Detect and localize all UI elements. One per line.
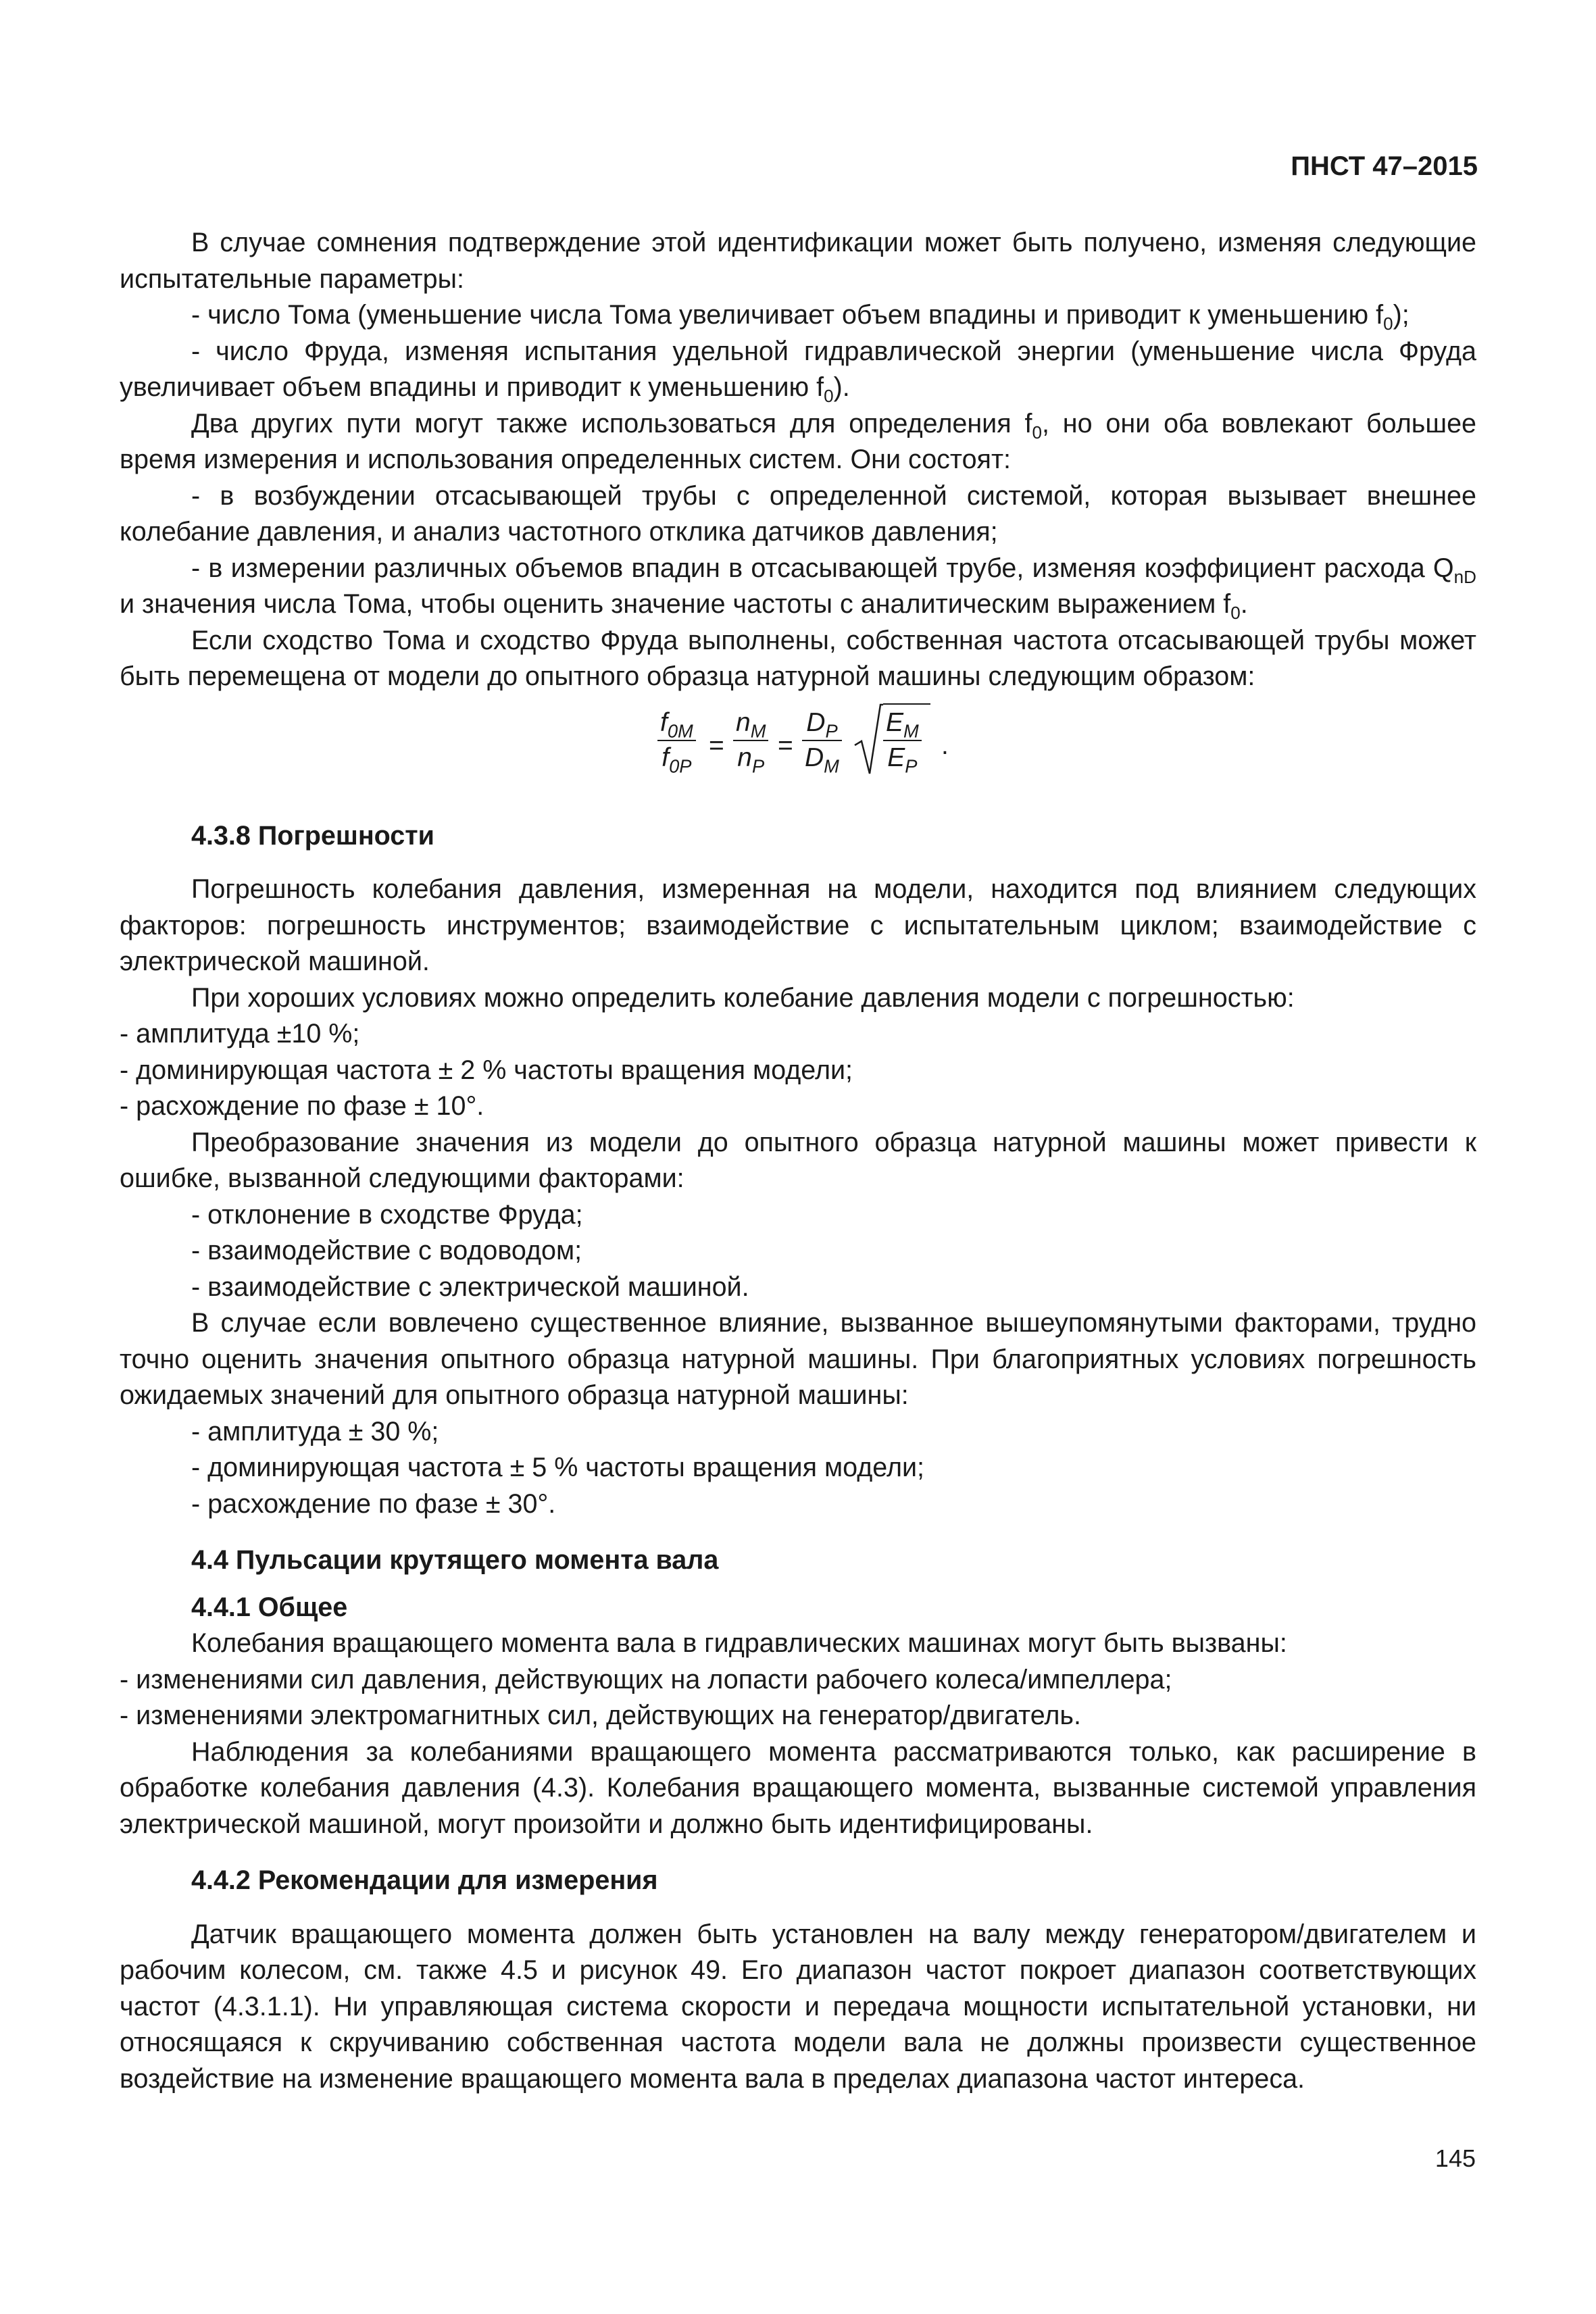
section-heading-4-3-8: 4.3.8 Погрешности [191,820,434,851]
list-item: - амплитуда ±10 %; [120,1019,360,1049]
paragraph: Наблюдения за колебаниями вращающего момента рассматриваются только, как расширение в обработке колебания давления (4.3). Колебания вращающего момента, вызванные системой управления электрической машиной, могут произойти и должно быть идентифицированы. [120,1736,1476,1839]
paragraph: При хороших условиях можно определить колебание давления модели с погрешностью: [191,982,1295,1013]
paragraph: - в возбуждении отсасывающей трубы с определенной системой, которая вызывает внешнее колебание давления, и анализ частотного отклика датчиков давления; [120,480,1476,547]
paragraph: - в измерении различных объемов впадин в отсасывающей трубе, изменяя коэффициент расхода $Q_{nD}$ и значения числа Тома, чтобы оценить значение частоты с аналитическим выражением $f_0$. [120,553,1476,624]
list-item: - изменениями сил давления, действующих на лопасти рабочего колеса/импеллера; [120,1664,1172,1694]
paragraph: В случае сомнения подтверждение этой идентификации может быть получено, изменяя следующие испытательные параметры: [120,228,1476,294]
paragraph: Если сходство Тома и сходство Фруда выполнены, собственная частота отсасывающей трубы может быть перемещена от модели до опытного образца натурной машины следующим образом: [120,625,1476,691]
formula-end: . [941,730,949,760]
list-item: - доминирующая частота ± 5 % частоты вращения модели; [191,1453,925,1482]
list-item: - число Тома (уменьшение числа Тома увеличивает объем впадины и приводит к уменьшению $f_0$); [191,300,1410,334]
list-item: - изменениями электромагнитных сил, действующих на генератор/двигатель. [120,1701,1081,1730]
paragraph: Погрешность колебания давления, измеренная на модели, находится под влиянием следующих факторов: погрешность инструментов; взаимодействие с испытательным циклом; взаимодействие с электрической машиной. [120,874,1476,976]
paragraph: В случае если вовлечено существенное влияние, вызванное вышеупомянутыми факторами, трудно точно оценить значения опытного образца натурной машины. При благоприятных условиях погрешность ожидаемых значений для опытного образца натурной машины: [120,1308,1476,1410]
list-item: - расхождение по фазе ± 10°. [120,1091,484,1121]
list-item: - отклонение в сходстве Фруда; [191,1199,583,1230]
page-body [120,225,1476,2097]
paragraph: Датчик вращающего момента должен быть установлен на валу между генератором/двигателем и рабочим колесом, см. также 4.5 и рисунок 49. Его диапазон частот покроет диапазон соответствующих частот (4.3.1.1). Ни управляющая система скорости и передача мощности испытательной установки, ни относящаяся к скручиванию собственная частота модели вала не должны произвести существенное воздействие на изменение вращающего момента вала в пределах диапазона частот интереса. [120,1919,1476,2094]
document-code: ПНСТ 47–2015 [1291,151,1478,181]
sqrt-bar [883,703,930,705]
equals-sign: = [709,730,724,760]
list-item: - взаимодействие с водоводом; [191,1236,582,1265]
fraction-n: $\frac{n_M}{n_P}$ [733,707,768,774]
intro-block [120,225,1476,695]
section-heading-4-4-2: 4.4.2 Рекомендации для измерения [191,1865,658,1895]
list-item: - взаимодействие с электрической машиной. [191,1272,749,1302]
formula-block [120,701,1476,814]
fraction-f: $\frac{f_{0M}}{f_{0P}}$ [657,707,696,774]
paragraph: Колебания вращающего момента вала в гидравлических машинах могут быть вызваны: [191,1628,1287,1658]
paragraph: Преобразование значения из модели до опытного образца натурной машины может привести к ошибке, вызванной следующими факторами: [120,1127,1476,1193]
fraction-d: $\frac{D_P}{D_M}$ [802,707,842,774]
paragraph: - число Фруда, изменяя испытания удельной гидравлической энергии (уменьшение числа Фруда увеличивает объем впадины и приводит к уменьшению $f_0$). [120,336,1476,407]
list-item: - доминирующая частота ± 2 % частоты вращения модели; [120,1055,853,1085]
section-heading-4-4: 4.4 Пульсации крутящего момента вала [191,1545,719,1575]
list-item: - амплитуда ± 30 %; [191,1416,439,1447]
equals-sign: = [778,730,793,760]
fraction-e: $\frac{E_M}{E_P}$ [883,707,922,774]
paragraph: Два других пути могут также использоваться для определения $f_0$, но они оба вовлекают большее время измерения и использования определенных систем. Они состоят: [120,408,1476,474]
sqrt-icon [853,703,883,778]
page-number: 145 [1435,2144,1476,2172]
section-heading-4-4-1: 4.4.1 Общее [191,1592,348,1622]
list-item: - расхождение по фазе ± 30°. [191,1488,556,1519]
